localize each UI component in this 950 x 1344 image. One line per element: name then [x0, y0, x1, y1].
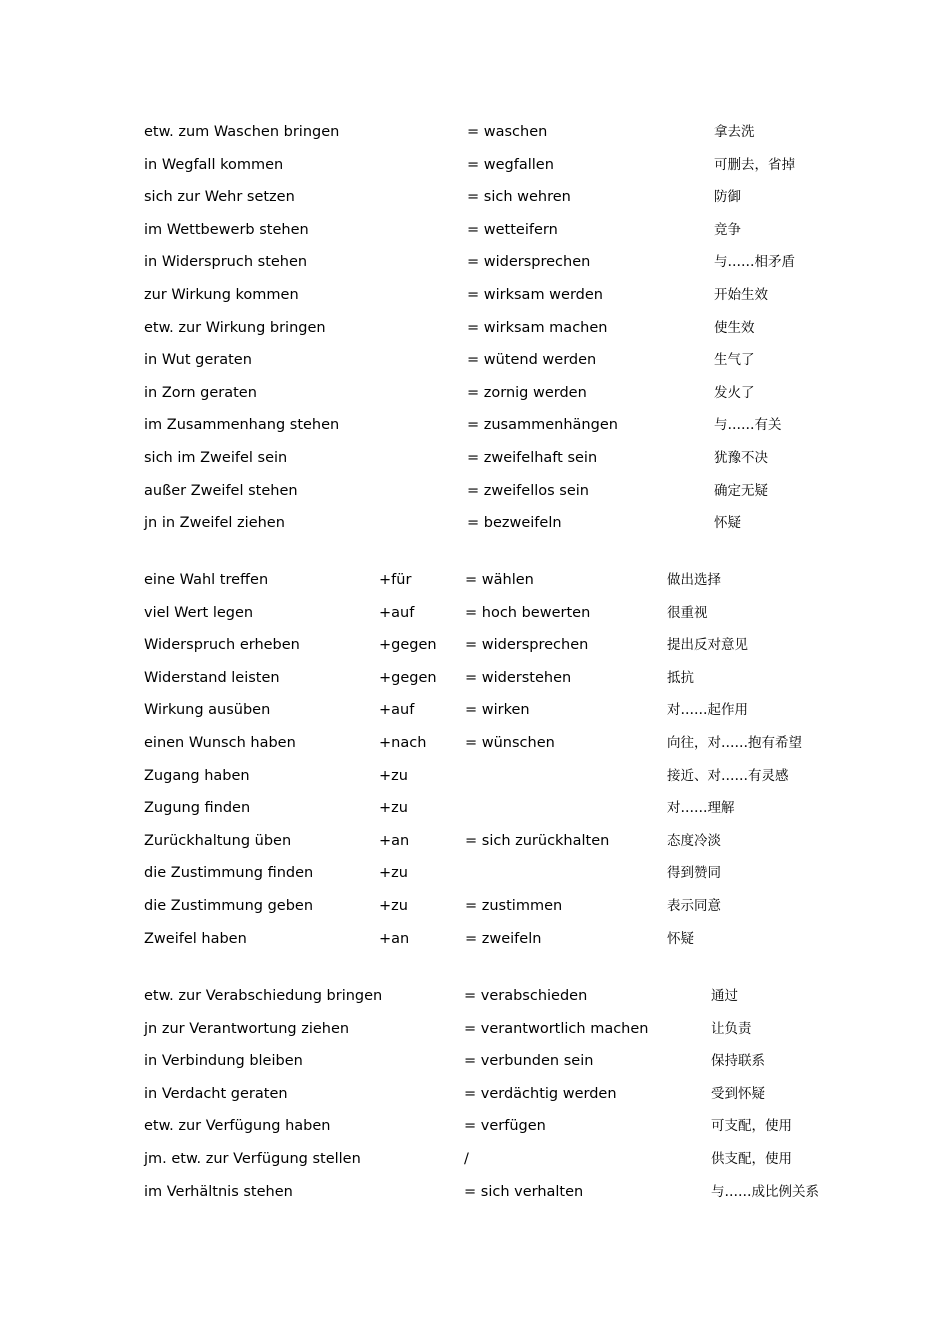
- chinese-meaning: 让负责: [711, 1020, 752, 1037]
- chinese-meaning: 表示同意: [667, 897, 721, 914]
- german-phrase: die Zustimmung geben: [144, 897, 314, 914]
- chinese-meaning: 保持联系: [711, 1053, 765, 1070]
- german-phrase: sich zur Wehr setzen: [144, 189, 295, 206]
- equivalent-verb: = verantwortlich machen: [464, 1020, 649, 1037]
- german-phrase: die Zustimmung finden: [144, 865, 314, 882]
- equivalent-verb: = verfügen: [464, 1118, 546, 1135]
- preposition: +auf: [379, 702, 415, 719]
- chinese-meaning: 做出选择: [667, 572, 721, 588]
- phrase-list-section-2: [0, 570, 950, 961]
- phrase-row: [0, 350, 950, 383]
- equivalent-verb: = wünschen: [465, 734, 555, 751]
- chinese-meaning: 怀疑: [667, 930, 694, 947]
- phrase-row: [0, 831, 950, 864]
- phrase-row: [0, 1084, 950, 1117]
- equivalent-verb: = zusammenhängen: [467, 417, 618, 434]
- equivalent-verb: = zweifelhaft sein: [467, 449, 598, 466]
- chinese-meaning: 与……相矛盾: [714, 254, 795, 271]
- chinese-meaning: 接近、对……有灵感: [667, 767, 789, 784]
- phrase-list-section-3: [0, 986, 950, 1214]
- phrase-row: [0, 448, 950, 481]
- phrase-row: [0, 766, 950, 799]
- chinese-meaning: 对……理解: [667, 800, 735, 817]
- german-phrase: etw. zur Verfügung haben: [144, 1118, 331, 1135]
- chinese-meaning: 与……有关: [714, 417, 782, 434]
- german-phrase: zur Wirkung kommen: [144, 286, 299, 303]
- german-phrase: sich im Zweifel sein: [144, 449, 288, 466]
- equivalent-verb: = verabschieden: [464, 988, 588, 1004]
- german-phrase: etw. zur Wirkung bringen: [144, 319, 326, 336]
- chinese-meaning: 很重视: [667, 604, 708, 621]
- equivalent-verb: = wütend werden: [467, 352, 597, 369]
- preposition: +zu: [379, 897, 408, 914]
- phrase-row: [0, 318, 950, 351]
- phrase-row: [0, 929, 950, 962]
- equivalent-verb: = sich verhalten: [464, 1183, 584, 1200]
- chinese-meaning: 使生效: [714, 319, 755, 336]
- equivalent-verb: = widersprechen: [465, 637, 589, 654]
- chinese-meaning: 提出反对意见: [667, 637, 748, 654]
- equivalent-verb: = zustimmen: [465, 897, 563, 914]
- chinese-meaning: 防御: [714, 189, 741, 206]
- chinese-meaning: 生气了: [714, 352, 755, 369]
- phrase-list-section-1: [0, 122, 950, 546]
- german-phrase: Widerspruch erheben: [144, 637, 300, 654]
- german-phrase: in Widerspruch stehen: [144, 254, 308, 271]
- phrase-row: [0, 986, 950, 1019]
- preposition: +zu: [379, 767, 408, 784]
- german-phrase: Zurückhaltung üben: [144, 832, 292, 849]
- phrase-row: [0, 383, 950, 416]
- german-phrase: in Zorn geraten: [144, 384, 257, 401]
- chinese-meaning: 拿去洗: [714, 124, 755, 140]
- equivalent-verb: = wählen: [465, 572, 534, 588]
- chinese-meaning: 犹豫不决: [714, 449, 768, 466]
- german-phrase: im Zusammenhang stehen: [144, 417, 340, 434]
- german-phrase: Widerstand leisten: [144, 669, 280, 686]
- german-phrase: viel Wert legen: [144, 604, 254, 621]
- preposition: +für: [379, 572, 412, 588]
- equivalent-verb: = hoch bewerten: [465, 604, 591, 621]
- equivalent-verb: = verbunden sein: [464, 1053, 594, 1070]
- german-phrase: Zugung finden: [144, 800, 251, 817]
- equivalent-verb: = bezweifeln: [467, 515, 562, 532]
- phrase-row: [0, 570, 950, 603]
- equivalent-verb: = widerstehen: [465, 669, 572, 686]
- equivalent-verb: = verdächtig werden: [464, 1085, 617, 1102]
- chinese-meaning: 供支配，使用: [711, 1150, 792, 1167]
- phrase-row: [0, 1051, 950, 1084]
- phrase-row: [0, 122, 950, 155]
- preposition: +auf: [379, 604, 415, 621]
- chinese-meaning: 受到怀疑: [711, 1085, 765, 1102]
- phrase-row: [0, 1019, 950, 1052]
- preposition: +gegen: [379, 669, 437, 686]
- chinese-meaning: 得到赞同: [667, 865, 721, 882]
- phrase-row: [0, 668, 950, 701]
- chinese-meaning: 可删去，省掉: [714, 156, 795, 173]
- phrase-row: [0, 1182, 950, 1215]
- phrase-row: [0, 896, 950, 929]
- equivalent-verb: = wirken: [465, 702, 530, 719]
- german-phrase: Zugang haben: [144, 767, 250, 784]
- phrase-row: [0, 700, 950, 733]
- equivalent-verb: = zornig werden: [467, 384, 587, 401]
- equivalent-verb: = wirksam machen: [467, 319, 608, 336]
- phrase-row: [0, 733, 950, 766]
- equivalent-verb: = widersprechen: [467, 254, 591, 271]
- phrase-row: [0, 415, 950, 448]
- german-phrase: jn zur Verantwortung ziehen: [144, 1020, 350, 1037]
- equivalent-verb: /: [464, 1150, 469, 1167]
- equivalent-verb: = sich wehren: [467, 189, 571, 206]
- equivalent-verb: = waschen: [467, 124, 548, 140]
- phrase-row: [0, 1149, 950, 1182]
- german-phrase: außer Zweifel stehen: [144, 482, 298, 499]
- equivalent-verb: = sich zurückhalten: [465, 832, 610, 849]
- equivalent-verb: = wegfallen: [467, 156, 554, 173]
- german-phrase: im Wettbewerb stehen: [144, 221, 309, 238]
- german-phrase: in Wut geraten: [144, 352, 252, 369]
- chinese-meaning: 开始生效: [714, 286, 768, 303]
- phrase-row: [0, 798, 950, 831]
- equivalent-verb: = wirksam werden: [467, 286, 603, 303]
- preposition: +an: [379, 832, 410, 849]
- phrase-row: [0, 187, 950, 220]
- german-phrase: in Wegfall kommen: [144, 156, 284, 173]
- chinese-meaning: 竞争: [714, 221, 741, 238]
- german-phrase: etw. zum Waschen bringen: [144, 124, 340, 140]
- equivalent-verb: = wetteifern: [467, 221, 558, 238]
- chinese-meaning: 对……起作用: [667, 702, 748, 719]
- german-phrase: Zweifel haben: [144, 930, 247, 947]
- chinese-meaning: 确定无疑: [714, 482, 768, 499]
- equivalent-verb: = zweifeln: [465, 930, 542, 947]
- german-phrase: im Verhältnis stehen: [144, 1183, 293, 1200]
- chinese-meaning: 态度冷淡: [667, 832, 721, 849]
- german-phrase: in Verbindung bleiben: [144, 1053, 303, 1070]
- phrase-row: [0, 513, 950, 546]
- phrase-row: [0, 481, 950, 514]
- german-phrase: einen Wunsch haben: [144, 734, 296, 751]
- german-phrase: eine Wahl treffen: [144, 572, 269, 588]
- chinese-meaning: 怀疑: [714, 515, 741, 532]
- preposition: +an: [379, 930, 410, 947]
- chinese-meaning: 通过: [711, 988, 738, 1004]
- german-phrase: etw. zur Verabschiedung bringen: [144, 988, 383, 1004]
- preposition: +gegen: [379, 637, 437, 654]
- chinese-meaning: 发火了: [714, 384, 755, 401]
- german-phrase: in Verdacht geraten: [144, 1085, 288, 1102]
- chinese-meaning: 可支配，使用: [711, 1118, 792, 1135]
- german-phrase: Wirkung ausüben: [144, 702, 271, 719]
- phrase-row: [0, 863, 950, 896]
- preposition: +zu: [379, 800, 408, 817]
- german-phrase: jm. etw. zur Verfügung stellen: [144, 1150, 361, 1167]
- phrase-row: [0, 155, 950, 188]
- phrase-row: [0, 1116, 950, 1149]
- equivalent-verb: = zweifellos sein: [467, 482, 589, 499]
- phrase-row: [0, 285, 950, 318]
- preposition: +zu: [379, 865, 408, 882]
- preposition: +nach: [379, 734, 427, 751]
- phrase-row: [0, 220, 950, 253]
- chinese-meaning: 向往，对……抱有希望: [667, 734, 802, 751]
- chinese-meaning: 与……成比例关系: [711, 1183, 819, 1200]
- german-phrase: jn in Zweifel ziehen: [144, 515, 285, 532]
- chinese-meaning: 抵抗: [667, 669, 694, 686]
- phrase-row: [0, 252, 950, 285]
- phrase-row: [0, 603, 950, 636]
- phrase-row: [0, 635, 950, 668]
